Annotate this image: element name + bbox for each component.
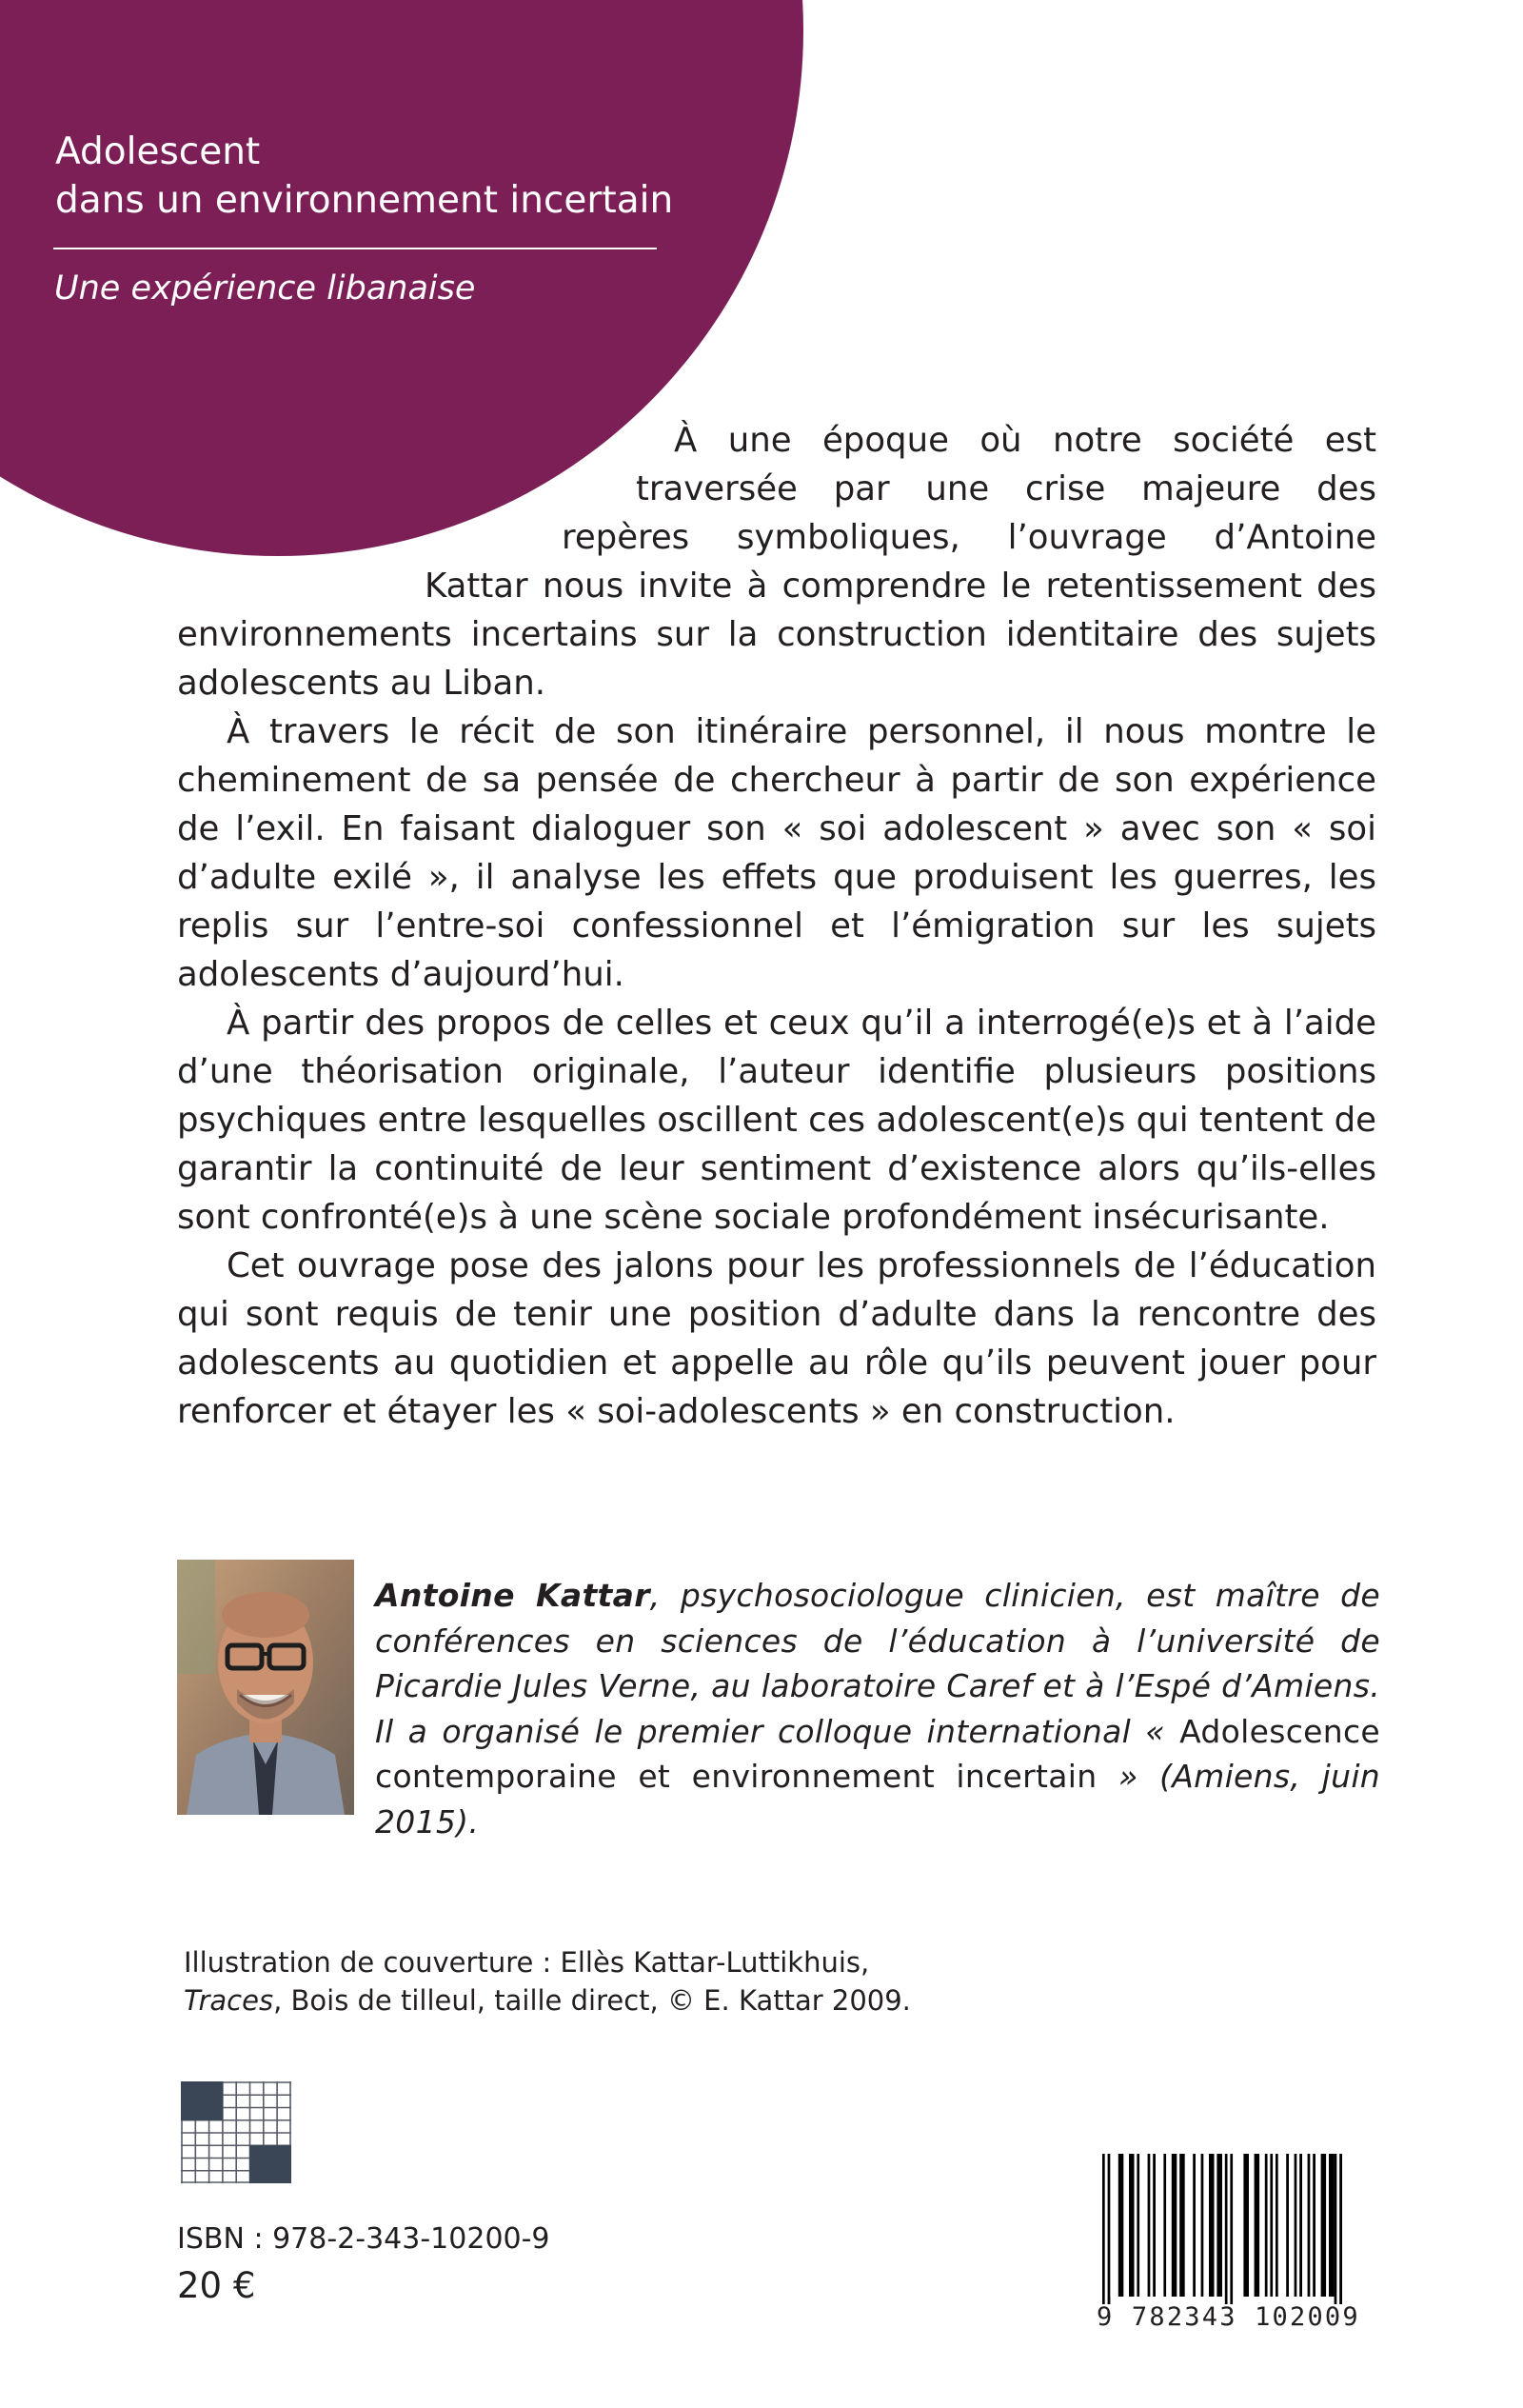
credit-line-1: Illustration de couverture : Ellès Kattar-Luttikhuis, [184,1946,870,1979]
publisher-logo-icon [181,2081,291,2183]
author-name: Antoine Kattar [375,1577,650,1614]
circle-wrap-spacer [177,562,425,610]
author-bio [375,1573,1380,1844]
book-title [55,128,683,225]
credit-artwork-title: Traces [184,1984,274,2017]
blurb-paragraph-3: À partir des propos de celles et ceux qu’il a interrogé(e)s et à l’aide d’une théorisation originale, l’auteur identifie plusieurs positions psychiques entre lesquelles oscillent ces adolescent(e)s qui tentent de garantir la continuité de leur sentiment d’existence alors qu’ils-elles sont confronté(e)s à une scène sociale profondément insécurisante. [177,1004,1376,1237]
blurb-paragraph-1: À une époque où notre société est traversée par une crise majeure des repères symboliques, l’ouvrage d’Antoine Kattar nous invite à comprendre le retentissement des environnements incertains sur la construction identitaire des sujets adolescents au Liban. [177,421,1376,703]
barcode-number: 9 782343 102009 [1097,2302,1360,2332]
isbn: ISBN : 978-2-343-10200-9 [177,2222,550,2256]
credit-line-2: , Bois de tilleul, taille direct, © E. Kattar 2009. [273,1984,911,2017]
circle-wrap-spacer [177,465,636,513]
price: 20 € [177,2265,256,2306]
title-line-1: Adolescent [55,130,261,173]
book-subtitle: Une expérience libanaise [54,269,476,308]
blurb-text [177,416,1376,1436]
cover-illustration-credit [184,1943,911,2020]
circle-wrap-spacer [177,513,562,562]
circle-wrap-spacer [177,416,674,465]
colloquium-title: Adolescence contemporaine et environnement incertain [375,1712,1380,1795]
author-portrait-image [177,1560,354,1815]
author-photo [177,1560,354,1815]
title-line-2: dans un environnement incertain [55,179,674,222]
blurb-paragraph-2: À travers le récit de son itinéraire personnel, il nous montre le cheminement de sa pensée de chercheur à partir de son expérience de l’exil. En faisant dialoguer son « soi adolescent » avec son « soi d’adulte exilé », il analyse les effets que produisent les guerres, les replis sur l’entre-soi confessionnel et l’émigration sur les sujets adolescents d’aujourd’hui. [177,712,1376,994]
barcode-icon [1097,2154,1382,2304]
author-bio-ending: » (Amiens, juin 2015). [375,1758,1381,1841]
title-divider [53,248,657,249]
author-bio-text: , psychosociologue clinicien, est maître de conférences en sciences de l’éducation à l’université de Picardie Jules Verne, au laboratoire Caref et à l’Espé d’Amiens. Il a organisé le premier colloque international « [375,1577,1380,1750]
blurb-paragraph-4: Cet ouvrage pose des jalons pour les professionnels de l’éducation qui sont requis de tenir une position d’adulte dans la rencontre des adolescents au quotidien et appelle au rôle qu’ils peuvent jouer pour renforcer et étayer les « soi-adolescents » en construction. [177,1246,1376,1431]
